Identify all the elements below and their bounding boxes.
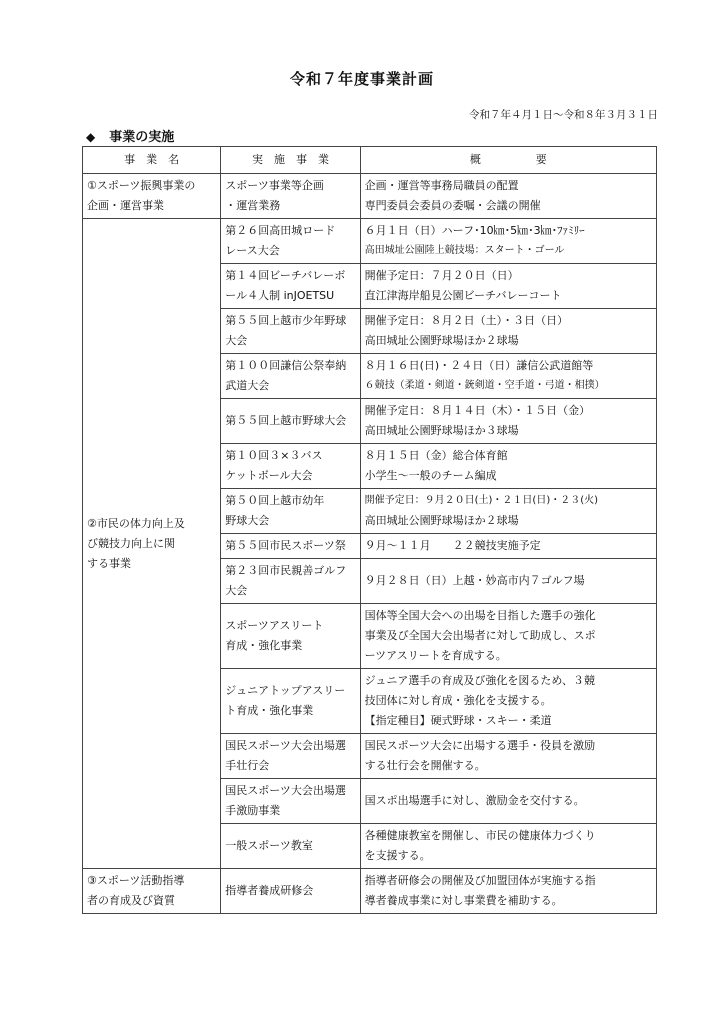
summary-cell xyxy=(360,399,656,444)
summary-cell xyxy=(360,219,656,264)
summary-line: 小学生～一般のチーム編成 xyxy=(364,469,497,482)
event-name-line: ト育成・強化事業 xyxy=(225,704,314,717)
event-name-line: 国民スポーツ大会出場選 xyxy=(225,784,346,797)
event-name-line: ジュニアトップアスリー xyxy=(225,684,346,697)
event-cell xyxy=(221,309,360,354)
summary-cell xyxy=(360,559,656,604)
summary-cell xyxy=(360,824,656,869)
header-business-name: 事 業 名 xyxy=(83,147,221,174)
summary-line: 国スポ出場選手に対し、激励金を交付する。 xyxy=(364,794,585,807)
event-cell xyxy=(221,559,360,604)
event-cell xyxy=(221,869,360,914)
summary-line: 企画・運営等事務局職員の配置 xyxy=(364,179,519,192)
event-name-line: 育成・強化事業 xyxy=(225,639,303,652)
event-cell xyxy=(221,399,360,444)
summary-line: ６月１日（日）ハーフ･10㎞･5㎞･3㎞･ﾌｧﾐﾘｰ xyxy=(364,224,585,237)
event-name-line: 指導者養成研修会 xyxy=(225,884,314,897)
summary-line: 高田城址公園野球場ほか２球場 xyxy=(364,514,519,527)
summary-line: ６競技（柔道・剣道・銃剣道・空手道・弓道・相撲） xyxy=(364,380,605,391)
event-name-line: 大会 xyxy=(225,334,248,347)
category-name-line: び競技力向上に関 xyxy=(87,536,175,550)
summary-cell xyxy=(360,264,656,309)
event-name-line: 第１００回謙信公祭奉納 xyxy=(225,359,347,372)
summary-line: 直江津海岸船見公園ビーチバレーコート xyxy=(364,289,562,302)
event-cell xyxy=(221,444,360,489)
event-name-line: 手壮行会 xyxy=(225,759,270,772)
event-name-line: ケットボール大会 xyxy=(225,469,313,482)
summary-cell xyxy=(360,734,656,779)
event-name-line: ・運営業務 xyxy=(225,199,281,212)
event-cell xyxy=(221,264,360,309)
fiscal-period: 令和７年４月１日～令和８年３月３１日 xyxy=(469,109,658,121)
event-name-line: 第１４回ビーチバレーボ xyxy=(225,269,346,282)
event-name-line: スポーツ事業等企画 xyxy=(225,179,324,192)
category-name-line: ②市民の体力向上及 xyxy=(87,516,185,530)
category-name-line: 者の育成及び資質 xyxy=(87,894,175,907)
event-cell xyxy=(221,604,360,669)
event-name-line: ール４人制 inJOETSU xyxy=(225,289,335,302)
event-cell xyxy=(221,824,360,869)
summary-line: 開催予定日：７月２０日（日） xyxy=(364,269,519,282)
category-name-line: ①スポーツ振興事業の xyxy=(87,179,196,192)
section-heading xyxy=(86,126,174,145)
summary-cell xyxy=(360,779,656,824)
summary-line: ９月２８日（日）上越・妙高市内７ゴルフ場 xyxy=(364,574,585,587)
summary-line: 開催予定日：８月１４日（木）・１５日（金） xyxy=(364,404,591,417)
event-name-line: 第５５回市民スポーツ祭 xyxy=(225,539,346,552)
summary-line: ８月１５日（金）総合体育館 xyxy=(364,449,508,462)
category-name-line: ③スポーツ活動指導 xyxy=(87,874,185,887)
summary-line: ーツアスリートを育成する。 xyxy=(364,649,507,662)
summary-line: 開催予定日：８月２日（土）・３日（日） xyxy=(364,314,569,327)
event-name-line: 手激励事業 xyxy=(225,804,281,817)
summary-cell xyxy=(360,354,656,399)
event-name-line: レース大会 xyxy=(225,244,280,257)
category-cell xyxy=(83,174,221,219)
summary-line: 国体等全国大会への出場を目指した選手の強化 xyxy=(364,609,596,622)
summary-cell xyxy=(360,869,656,914)
event-name-line: 第２３回市民親善ゴルフ xyxy=(225,564,347,577)
event-name-line: 大会 xyxy=(225,584,248,597)
summary-line: 開催予定日：９月２０日(土)・２１日(日)・２３(火) xyxy=(364,495,599,506)
event-name-line: スポーツアスリート xyxy=(225,619,324,632)
summary-line: 技団体に対し育成・強化を支援する。 xyxy=(364,694,552,707)
summary-line: 指導者研修会の開催及び加盟団体が実施する指 xyxy=(364,874,596,887)
table-row xyxy=(83,869,657,914)
category-name-line: する事業 xyxy=(87,556,131,570)
header-summary: 概 要 xyxy=(360,147,656,174)
event-cell xyxy=(221,734,360,779)
summary-cell xyxy=(360,174,656,219)
event-cell xyxy=(221,219,360,264)
summary-cell xyxy=(360,604,656,669)
event-cell xyxy=(221,534,360,559)
summary-line: ９月～１１月 ２２競技実施予定 xyxy=(364,539,541,552)
summary-line: 各種健康教室を開催し、市民の健康体力づくり xyxy=(364,829,596,842)
summary-line: 高田城址公園野球場ほか２球場 xyxy=(364,334,519,347)
summary-line: する壮行会を開催する。 xyxy=(364,759,486,772)
summary-cell xyxy=(360,309,656,354)
event-name-line: 一般スポーツ教室 xyxy=(225,839,313,852)
table-header-row xyxy=(83,147,657,174)
category-cell xyxy=(83,869,221,914)
event-cell xyxy=(221,354,360,399)
event-name-line: 武道大会 xyxy=(225,379,270,392)
header-implemented-project: 実 施 事 業 xyxy=(221,147,360,174)
summary-line: 高田城址公園野球場ほか３球場 xyxy=(364,424,519,437)
event-name-line: 第２６回高田城ロード xyxy=(225,224,336,237)
event-name-line: 国民スポーツ大会出場選 xyxy=(225,739,346,752)
summary-line: を支援する。 xyxy=(364,849,431,862)
summary-line: 国民スポーツ大会に出場する選手・役員を激励 xyxy=(364,739,596,752)
section-heading-text: 事業の実施 xyxy=(109,130,175,145)
category-cell xyxy=(83,219,221,869)
event-cell xyxy=(221,669,360,734)
summary-line: 【指定種目】硬式野球・スキー・柔道 xyxy=(364,714,552,727)
event-name-line: 野球大会 xyxy=(225,514,270,527)
business-plan-table xyxy=(82,146,657,914)
summary-cell xyxy=(360,534,656,559)
table-row xyxy=(83,219,657,264)
summary-line: ジュニア選手の育成及び強化を図るため、３競 xyxy=(364,674,595,687)
table-row xyxy=(83,174,657,219)
summary-line: 高田城址公園陸上競技場：スタート・ゴール xyxy=(364,245,565,256)
event-name-line: 第５５回上越市少年野球 xyxy=(225,314,347,327)
summary-line: 導者養成事業に対し事業費を補助する。 xyxy=(364,894,563,907)
diamond-icon: ◆ xyxy=(86,130,96,144)
event-name-line: 第５０回上越市幼年 xyxy=(225,494,325,507)
event-cell xyxy=(221,779,360,824)
event-cell xyxy=(221,489,360,534)
page-title: 令和７年度事業計画 xyxy=(289,70,434,88)
summary-line: 事業及び全国大会出場者に対して助成し、スポ xyxy=(364,629,596,642)
event-name-line: 第５５回上越市野球大会 xyxy=(225,414,347,427)
event-name-line: 第１０回３×３バス xyxy=(225,449,323,462)
summary-line: 専門委員会委員の委嘱・会議の開催 xyxy=(364,199,541,212)
category-name-line: 企画・運営事業 xyxy=(87,199,164,212)
summary-cell xyxy=(360,669,656,734)
summary-cell xyxy=(360,444,656,489)
summary-line: ８月１６日(日)・２４日（日）謙信公武道館等 xyxy=(364,359,594,372)
summary-cell xyxy=(360,489,656,534)
event-cell xyxy=(221,174,360,219)
